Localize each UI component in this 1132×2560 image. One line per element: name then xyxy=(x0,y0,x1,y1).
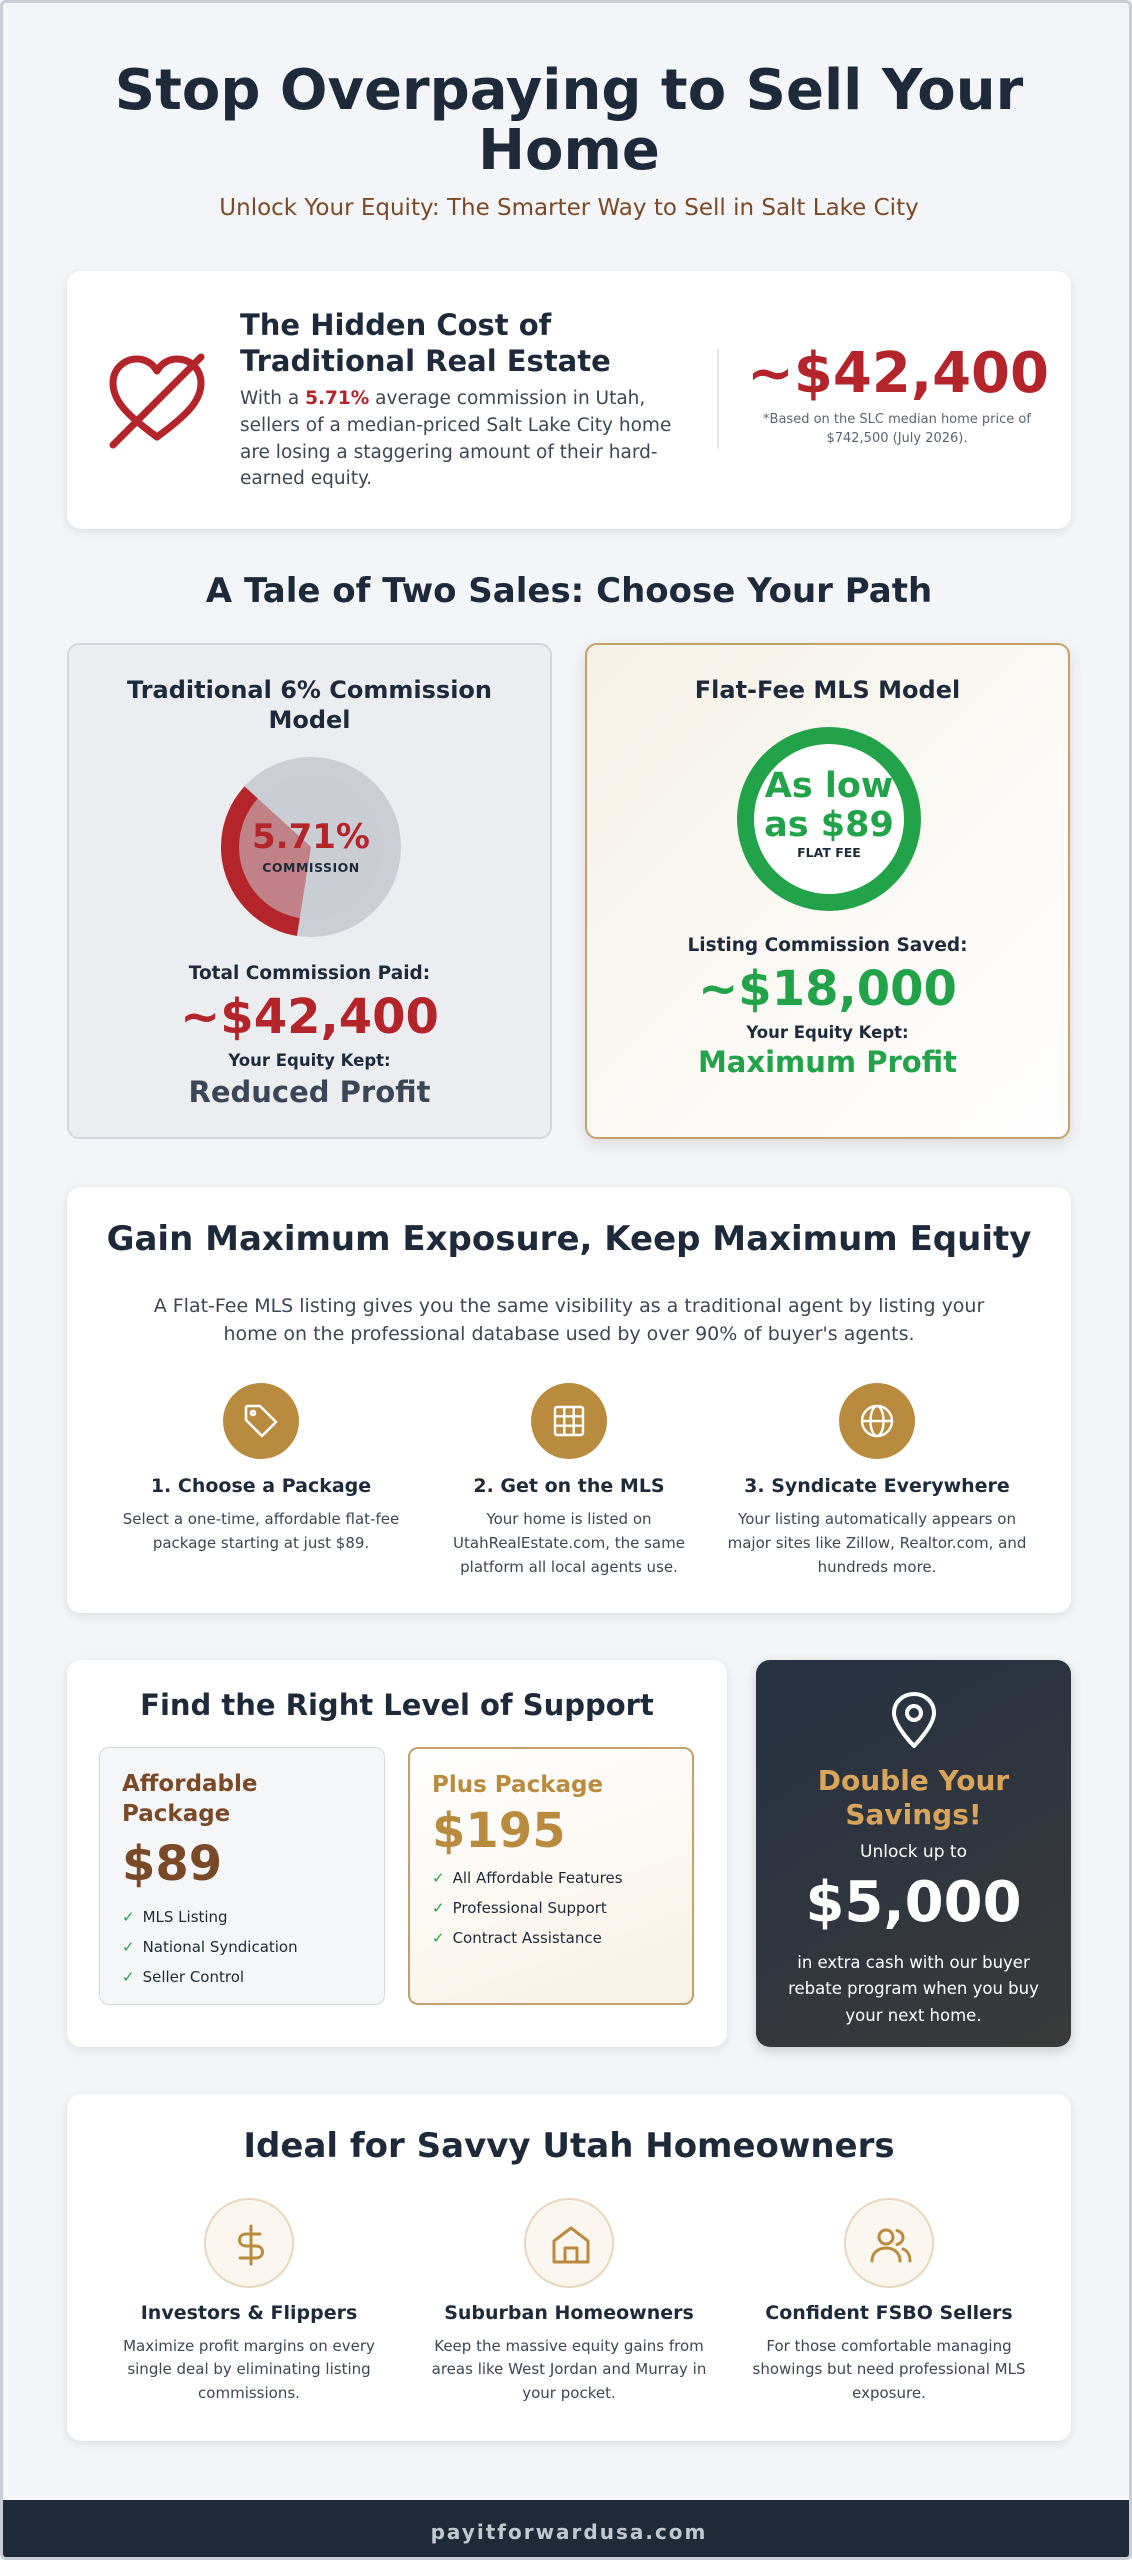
flat-fee-model-card xyxy=(585,643,1070,1139)
support-title: Find the Right Level of Support xyxy=(140,1688,654,1722)
traditional-model-card xyxy=(67,643,552,1139)
audience-description: Maximize profit margins on every single deal by eliminating listing commissions. xyxy=(123,2337,375,2402)
buyer-rebate-title: Double Your Savings! xyxy=(817,1764,1010,1832)
hidden-cost-title: The Hidden Cost of Traditional Real Estate xyxy=(240,308,611,379)
step-description: Your listing automatically appears on major sites like Zillow, Realtor.com, and hundreds more. xyxy=(727,1510,1027,1576)
page-subtitle: Unlock Your Equity: The Smarter Way to Sell in Salt Lake City xyxy=(219,195,919,221)
gauge-percent: 5.71% xyxy=(252,817,370,857)
equity-kept-label: Your Equity Kept: xyxy=(746,1023,909,1042)
affordable-package[interactable] xyxy=(99,1747,385,2005)
house-icon xyxy=(549,2223,593,2267)
package-feature: ✓ Professional Support xyxy=(432,1899,607,1917)
hidden-cost-card xyxy=(67,271,1071,529)
step-title: 1. Choose a Package xyxy=(150,1475,372,1497)
audience-title: Suburban Homeowners xyxy=(444,2302,694,2324)
traditional-title: Traditional 6% Commission Model xyxy=(126,676,493,734)
commission-percent: 5.71% xyxy=(305,388,370,409)
footer-link[interactable]: payitforwardusa.com xyxy=(430,2520,708,2544)
audience-title: Investors & Flippers xyxy=(140,2302,358,2324)
page-title: Stop Overpaying to Sell Your Home xyxy=(114,58,1024,184)
exposure-card xyxy=(67,1187,1071,1613)
buyer-rebate-amount: $5,000 xyxy=(805,1870,1022,1935)
step-icon-circle xyxy=(531,1383,607,1459)
audience-description: Keep the massive equity gains from areas like West Jordan and Murray in your pocket. xyxy=(431,2337,707,2402)
flat-fee-price xyxy=(737,767,921,845)
support-card xyxy=(67,1660,727,2047)
hidden-cost-amount: ~$42,400 xyxy=(747,341,1049,406)
package-feature: ✓ MLS Listing xyxy=(122,1908,228,1926)
step-icon-circle xyxy=(839,1383,915,1459)
flat-fee-title: Flat-Fee MLS Model xyxy=(694,676,961,704)
globe-icon xyxy=(857,1401,897,1441)
map-pin-icon xyxy=(884,1690,944,1750)
exposure-title: Gain Maximum Exposure, Keep Maximum Equity xyxy=(106,1219,1032,1259)
step-description: Select a one-time, affordable flat-fee package starting at just $89. xyxy=(122,1510,400,1552)
ideal-audience-card xyxy=(67,2094,1071,2441)
buyer-rebate-description: in extra cash with our buyer rebate program when you buy your next home. xyxy=(788,1953,1039,2025)
audience-title: Confident FSBO Sellers xyxy=(765,2302,1013,2324)
step-description: Your home is listed on UtahRealEstate.com, the same platform all local agents use. xyxy=(453,1510,685,1576)
broken-heart-icon xyxy=(107,351,207,451)
step-icon-circle xyxy=(223,1383,299,1459)
exposure-description: A Flat-Fee MLS listing gives you the same visibility as a traditional agent by listing your home on the professional database used by over 90% of buyer's agents. xyxy=(153,1295,985,1345)
step-title: 2. Get on the MLS xyxy=(473,1475,665,1497)
check-icon: ✓ xyxy=(122,1968,135,1986)
tag-icon xyxy=(241,1401,281,1441)
hidden-cost-body xyxy=(240,386,700,493)
check-icon: ✓ xyxy=(122,1908,135,1926)
package-name: Affordable Package xyxy=(122,1771,258,1827)
package-feature: ✓ National Syndication xyxy=(122,1938,298,1956)
divider xyxy=(717,349,719,449)
package-price: $195 xyxy=(432,1803,566,1859)
buyer-rebate-card xyxy=(756,1660,1071,2047)
compare-section-title: A Tale of Two Sales: Choose Your Path xyxy=(205,571,933,611)
check-icon: ✓ xyxy=(432,1899,445,1917)
grid-icon xyxy=(549,1401,589,1441)
body-prefix: With a xyxy=(240,388,306,409)
hidden-cost-footnote: *Based on the SLC median home price of $742,500 (July 2026). xyxy=(763,412,1031,446)
check-icon: ✓ xyxy=(432,1869,445,1887)
step-title: 3. Syndicate Everywhere xyxy=(744,1475,1010,1497)
commission-saved-value: ~$18,000 xyxy=(698,961,957,1017)
footer xyxy=(3,2500,1132,2560)
audience-icon-circle xyxy=(204,2198,294,2288)
package-feature: ✓ Contract Assistance xyxy=(432,1929,602,1947)
check-icon: ✓ xyxy=(432,1929,445,1947)
dollar-icon xyxy=(229,2223,273,2267)
ideal-title: Ideal for Savvy Utah Homeowners xyxy=(243,2126,895,2166)
ring-line-2: as $89 xyxy=(764,805,894,846)
ring-line-1: As low xyxy=(764,766,894,806)
body-suffix: average commission in Utah, sellers of a median-priced Salt Lake City home are losing a staggering amount of their hard-earned equity. xyxy=(240,388,672,490)
gauge-label: COMMISSION xyxy=(262,860,360,875)
plus-package[interactable] xyxy=(408,1747,694,2005)
equity-kept-label: Your Equity Kept: xyxy=(228,1051,391,1070)
buyer-rebate-subtitle: Unlock up to xyxy=(860,1842,967,1862)
audience-description: For those comfortable managing showings but need professional MLS exposure. xyxy=(752,2337,1026,2402)
package-price: $89 xyxy=(122,1836,223,1892)
package-feature: ✓ Seller Control xyxy=(122,1968,245,1986)
commission-paid-value: ~$42,400 xyxy=(180,989,439,1045)
audience-icon-circle xyxy=(844,2198,934,2288)
commission-saved-label: Listing Commission Saved: xyxy=(687,935,968,956)
equity-kept-value: Reduced Profit xyxy=(188,1075,431,1109)
package-feature: ✓ All Affordable Features xyxy=(432,1869,623,1887)
commission-paid-label: Total Commission Paid: xyxy=(188,963,431,984)
flat-fee-label: FLAT FEE xyxy=(797,845,861,860)
package-name: Plus Package xyxy=(432,1772,604,1798)
audience-icon-circle xyxy=(524,2198,614,2288)
equity-kept-value: Maximum Profit xyxy=(697,1045,958,1079)
users-icon xyxy=(869,2223,913,2267)
check-icon: ✓ xyxy=(122,1938,135,1956)
